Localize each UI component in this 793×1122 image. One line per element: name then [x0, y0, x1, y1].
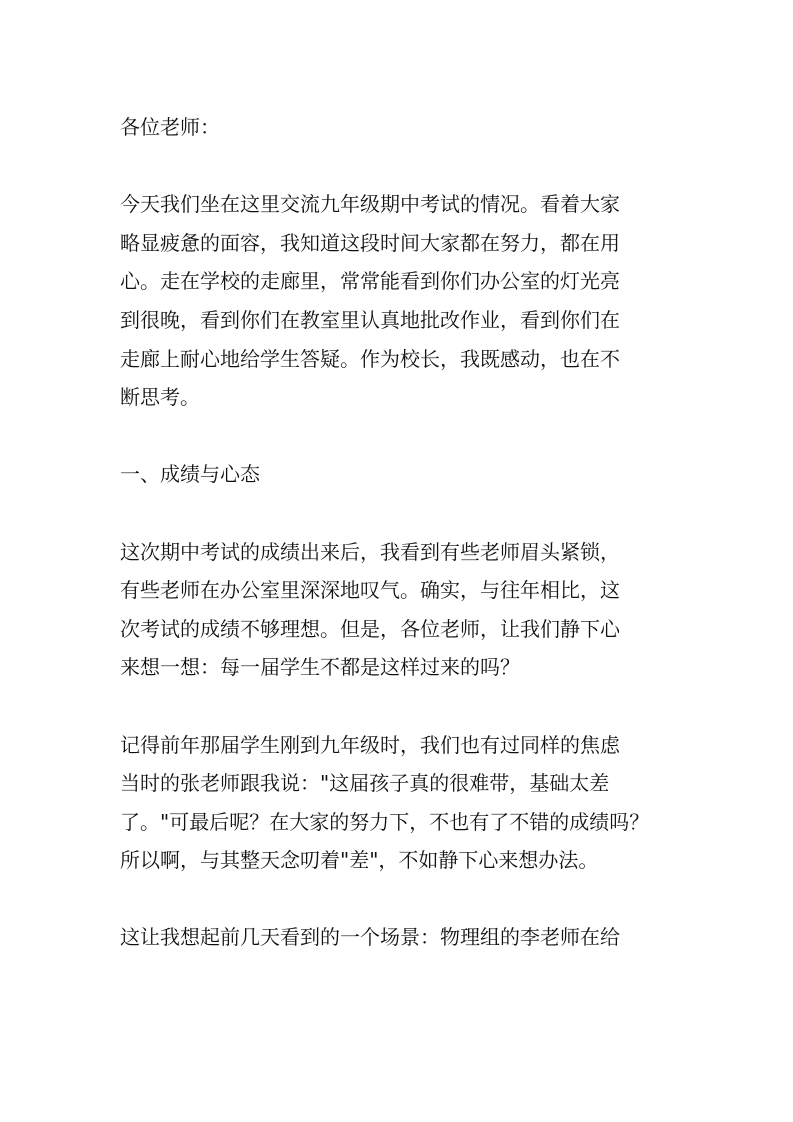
paragraph-gap	[120, 417, 700, 456]
text-line: 心。走在学校的走廊里，常常能看到你们办公室的灯光亮	[120, 269, 620, 294]
text-line: 有些老师在办公室里深深地叹气。确实，与往年相比，这	[120, 578, 620, 603]
text-line: 所以啊，与其整天念叨着"差"，不如静下心来想办法。	[120, 848, 599, 873]
text-line: 到很晚，看到你们在教室里认真地批改作业，看到你们在	[120, 307, 620, 332]
document-page	[120, 108, 700, 957]
text-line: 略显疲惫的面容，我知道这段时间大家都在努力，都在用	[120, 230, 620, 255]
greeting-line: 各位老师：	[120, 115, 220, 139]
paragraph-gap	[120, 494, 700, 533]
paragraph-gap	[120, 880, 700, 919]
text-line: 次考试的成绩不够理想。但是，各位老师，让我们静下心	[120, 616, 620, 641]
paragraph-intro	[120, 185, 700, 417]
section-heading	[120, 455, 700, 494]
text-line: 走廊上耐心地给学生答疑。作为校长，我既感动，也在不	[120, 346, 620, 371]
text-line: 这让我想起前几天看到的一个场景：物理组的李老师在给	[120, 925, 620, 950]
paragraph-results	[120, 533, 700, 687]
text-line: 来想一想：每一届学生不都是这样过来的吗？	[120, 655, 520, 680]
text-line: 今天我们坐在这里交流九年级期中考试的情况。看着大家	[120, 192, 620, 217]
paragraph-gap	[120, 687, 700, 726]
text-line: 这次期中考试的成绩出来后，我看到有些老师眉头紧锁，	[120, 539, 620, 564]
heading-line: 一、成绩与心态	[120, 462, 260, 487]
paragraph-memory	[120, 726, 700, 880]
greeting	[120, 108, 700, 147]
text-line: 了。"可最后呢？在大家的努力下，不也有了不错的成绩吗？	[120, 809, 650, 834]
text-line: 当时的张老师跟我说："这届孩子真的很难带，基础太差	[120, 771, 610, 796]
text-line: 断思考。	[120, 385, 200, 410]
paragraph-scene	[120, 918, 700, 957]
paragraph-gap	[120, 147, 700, 186]
text-line: 记得前年那届学生刚到九年级时，我们也有过同样的焦虑	[120, 732, 620, 757]
